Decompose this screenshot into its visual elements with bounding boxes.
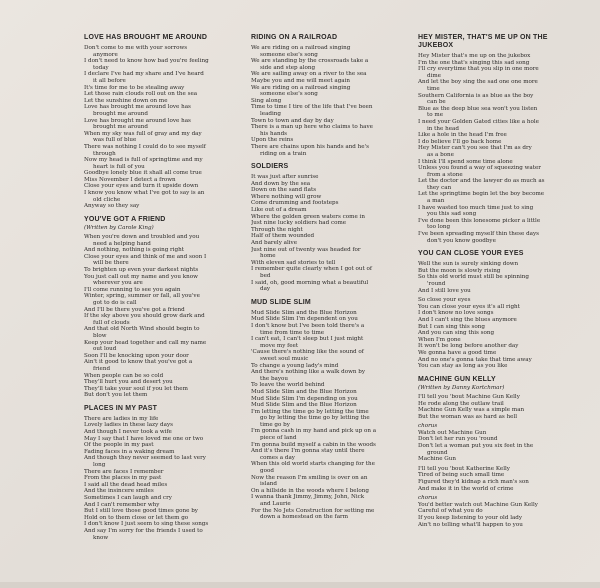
lyric-line: Close your eyes and think of me and soon I — [84, 253, 207, 260]
lyric-line: Figured they'd kidnap a rich man's son — [418, 479, 529, 486]
lyric-line: Through the night — [251, 226, 303, 233]
lyric-line: too long — [427, 224, 451, 231]
lyric-line: May I say that I have loved me one or two — [84, 435, 204, 442]
lyric-line: in the head — [427, 125, 459, 132]
lyric-line: Goodbye lonely blue it shall all come true — [84, 170, 202, 177]
lyric-line: I said all the dead head miles — [84, 481, 168, 488]
lyric-line: Where nothing will grow — [251, 193, 322, 200]
lyric-line: Town to town and day by day — [251, 117, 334, 124]
lyric-line: chorus — [418, 423, 438, 430]
lyric-line: Mud Slide Slim I'm dependent on you — [251, 316, 358, 323]
lyric-line: Ain't no telling what'll happen to you — [418, 521, 523, 528]
lyric-line: And nothing, nothing is going right — [84, 247, 184, 254]
lyric-line: to me — [427, 112, 444, 119]
song-title: MUD SLIDE SLIM — [251, 298, 311, 306]
lyric-line: someone else's song — [260, 51, 318, 58]
lyric-line: Southern California is as blue as the boy — [418, 92, 534, 99]
lyric-line: Don't let a woman put you six feet in the — [418, 443, 534, 450]
lyric-line: Love has brought me around love has — [84, 117, 191, 124]
lyric-line: I can't eat, I can't sleep but I just might — [251, 336, 364, 343]
song-title: HEY MISTER, THAT'S ME UP ON THE JUKEBOX — [418, 34, 548, 49]
lyric-line: Machine Gun Kelly was a simple man — [418, 407, 525, 414]
lyric-line: chorus — [418, 495, 438, 502]
lyric-line: And I'll be there you've got a friend — [84, 306, 185, 313]
lyric-line: don't you know goodbye — [427, 237, 496, 244]
lyric-line: Soon I'll be knocking upon your door — [84, 352, 189, 359]
lyric-line: I don't need to know how bad you're feeling — [84, 58, 209, 65]
song-block — [418, 34, 570, 244]
lyric-line: long — [93, 462, 106, 469]
lyric-line: Hey Mister can't you see that I'm as dry — [418, 145, 532, 152]
lyric-line: Machine Gun — [418, 456, 456, 463]
lyric-line: as a bone — [427, 151, 454, 158]
lyric-line: Lovely ladies in these lazy days — [84, 422, 173, 429]
lyric-line: But I can sing this song — [418, 323, 485, 330]
lyric-line: And though they never seemed to last very — [84, 455, 206, 462]
lyric-line: But don't you let them — [84, 392, 148, 399]
lyric-line: Close your eyes and turn it upside down — [84, 183, 199, 190]
lyric-line: was full of blue — [93, 137, 137, 144]
lyric-line: And no one's gonna take that time away — [418, 356, 532, 363]
lyric-line: heart is full of you — [93, 163, 145, 170]
lyric-line: Ain't it good to know that you've got a — [84, 359, 193, 366]
lyric-line: can be — [427, 99, 446, 106]
song-title: MACHINE GUN KELLY — [418, 375, 496, 383]
lyrics-column-2 — [251, 34, 401, 527]
lyric-line: friend — [93, 365, 111, 372]
song-block — [418, 376, 570, 528]
lyric-line: When this old world starts changing for the — [251, 461, 375, 468]
lyric-line: They'll hurt you and desert you — [84, 379, 173, 386]
lyric-line: wherever you are — [93, 280, 143, 287]
lyric-line: He rode along the outlaw trail — [418, 400, 504, 407]
lyric-line: I've been spreading myself thin these days — [418, 231, 540, 238]
lyric-line: sweet soul music — [260, 355, 309, 362]
lyric-line: Of the people in my past — [84, 442, 154, 449]
lyric-line: It won't be long before another day — [418, 343, 519, 350]
lyric-line: Hey Mister that's me up on the jukebox — [418, 53, 531, 59]
lyric-line: Keep your head together and call my name — [84, 339, 207, 346]
lyric-line: You just call out my name and you know — [84, 273, 198, 280]
lyric-line: bed — [260, 273, 271, 279]
lyric-line: blow — [93, 332, 107, 339]
lyric-line: out loud — [93, 346, 117, 353]
lyric-line: down a homestead on the farm — [260, 514, 349, 521]
lyric-line: it all before — [93, 77, 126, 84]
lyric-line: I don't know no love songs — [418, 310, 494, 317]
lyric-line: I said, oh, good morning what a beautiful — [251, 279, 369, 286]
lyric-line: And the insincere smiles — [84, 488, 154, 495]
lyric-line: Like out of a dream — [251, 207, 307, 214]
lyric-line: You can close your eyes it's all right — [418, 303, 520, 310]
lyric-line: home — [260, 253, 276, 260]
song-credit: (Written by Danny Kortchmar) — [418, 384, 505, 391]
lyric-line: got to do is call — [93, 299, 137, 306]
lyric-line: Upon the reins — [251, 137, 294, 144]
lyric-line: But the woman was as hard as hell — [418, 413, 518, 420]
lyric-line: And I can't remember why — [84, 501, 160, 508]
lyric-line: I know you know what I've got to say is an — [84, 190, 205, 197]
lyric-line: Well the sun is surely sinking down — [418, 261, 519, 268]
lyric-line: It was just after sunrise — [251, 174, 319, 181]
lyric-line: On a hillside in the woods where I belong — [251, 487, 369, 494]
lyric-line: Watch out Machine Gun — [418, 429, 487, 436]
song-block — [251, 34, 401, 157]
lyric-line: the bayou — [260, 375, 288, 382]
song-title: SOLDIERS — [251, 163, 289, 171]
lyric-line: Mud Slide Slim and the Blue Horizon — [251, 309, 357, 316]
lyric-line: And say I'm sorry for the friends I used to — [84, 527, 203, 534]
lyric-line: will be there — [93, 260, 129, 267]
lyric-line: And though I never took a wife — [84, 429, 172, 436]
lyric-line: piece of land — [260, 435, 297, 442]
lyric-line: Let those rain clouds roll out on the sea — [84, 91, 198, 98]
lyric-line: I don't know I just seem to sing these songs — [84, 521, 209, 528]
lyric-line: From the places in my past — [84, 475, 162, 482]
lyric-line: I'll tell you 'bout Katherine Kelly — [418, 465, 510, 472]
lyric-line: leading — [260, 110, 281, 117]
lyric-line: I wanna thank Jimmy, Jimmy, John, Nick — [251, 494, 365, 501]
lyric-line: Like a hole in the head I'm free — [418, 132, 507, 139]
lyric-line: And that old North Wind should begin to — [84, 326, 200, 333]
lyric-line: brought me around — [93, 124, 148, 131]
lyric-line: There was nothing I could do to see myself — [84, 143, 206, 150]
lyric-line: Winter, spring, summer or fall, all you've — [84, 293, 200, 300]
lyric-line: Anyway so they say — [84, 203, 140, 210]
lyric-line: Just nine out of twenty was headed for — [251, 246, 361, 253]
lyrics-column-3 — [418, 34, 570, 534]
lyric-line: Fading faces in a waking dream — [84, 448, 175, 455]
lyric-line: full of clouds — [93, 319, 130, 326]
lyric-line: And there's nothing like a walk down by — [251, 369, 366, 376]
lyric-line: We are riding on a railroad singing — [251, 45, 351, 51]
lyric-line: old cliche — [93, 196, 121, 203]
song-block — [84, 34, 236, 210]
lyric-line: You can stay as long as you like — [418, 363, 508, 370]
lyric-line: But I still love those good times gone by — [84, 508, 198, 515]
lyric-line: dime — [427, 72, 441, 79]
lyric-line: I don't know but I've been told there's a — [251, 322, 365, 329]
lyric-line: And down by the sea — [251, 180, 311, 187]
lyric-line: When my sky was full of gray and my day — [84, 130, 202, 137]
lyric-line: brought me around — [93, 110, 148, 117]
lyric-line: I'm letting the time go by letting the time — [251, 408, 369, 415]
song-credit: (Written by Carole King) — [84, 224, 154, 231]
lyric-line: island — [260, 481, 277, 488]
lyric-line: If you keep listening to your old lady — [418, 515, 523, 522]
lyric-line: I remember quite clearly when I got out of — [251, 266, 372, 273]
lyric-line: go by letting the time go by letting the — [260, 415, 370, 422]
lyric-line: We are standing by the crossroads take a — [251, 58, 369, 65]
lyric-line: Time to time I tire of the life that I've been — [251, 104, 373, 111]
lyric-line: I'll cry everytime that you slip in one more — [418, 66, 539, 73]
lyric-line: anymore — [93, 51, 118, 58]
lyric-line: from a stone — [427, 171, 463, 178]
lyrics-column-1 — [84, 34, 236, 547]
lyric-line: time go by — [260, 421, 290, 428]
lyric-line: need a helping hand — [93, 240, 151, 247]
lyric-line: know — [93, 534, 109, 541]
lyric-line: When people can be so cold — [84, 372, 164, 379]
song-title: YOU CAN CLOSE YOUR EYES — [418, 250, 524, 258]
lyric-line: But the moon is slowly rising — [418, 267, 501, 274]
lyric-line: Hold on to them close or let them go — [84, 514, 189, 521]
lyric-line: It's time for me to be stealing away — [84, 84, 185, 91]
lyric-line: side and step along — [260, 64, 316, 71]
lyric-line: So close your eyes — [418, 297, 471, 304]
lyric-line: move my feet — [260, 342, 299, 349]
song-block — [84, 405, 236, 541]
lyric-line: Miss November I detect a frown — [84, 176, 176, 183]
lyric-line: To leave the world behind — [251, 382, 325, 389]
lyric-line: good — [260, 468, 274, 475]
lyric-line: and Laurie — [260, 501, 291, 507]
lyric-line: I think I'll spend some time alone — [418, 158, 513, 165]
lyric-line: Love has brought me around love has — [84, 104, 191, 111]
lyric-line: I'll tell you 'bout Machine Gun Kelly — [418, 393, 520, 400]
lyric-line: When I'm gone — [418, 336, 461, 343]
lyric-line: And it's there I'm gonna stay until there — [251, 448, 365, 455]
lyric-line: today — [93, 64, 109, 71]
lyric-line: Just nine lucky soldiers had come — [251, 220, 347, 227]
song-block — [251, 163, 401, 293]
lyric-line: They'll take your soul if you let them — [84, 385, 188, 392]
lyric-line: There are chains upon his hands and he's — [251, 143, 369, 150]
lyric-line: I'm gonna build myself a cabin in the woods — [251, 441, 376, 448]
lyric-line: I'm gonna cash in my hand and pick up on a — [251, 428, 377, 435]
lyric-line: And barely alive — [251, 240, 298, 247]
lyric-line: There is a man up here who claims to have — [251, 124, 373, 131]
lyric-line: 'Cause there's nothing like the sound of — [251, 349, 364, 356]
lyric-line: they can — [427, 184, 452, 191]
lyric-line: Where the golden green waters come in — [251, 213, 365, 220]
lyric-line: Come drumming and footsteps — [251, 200, 339, 207]
lyric-line: ground — [427, 449, 448, 456]
lyric-line: There are ladies in my life — [84, 415, 159, 422]
lyric-line: Let the doctor and the lawyer do as much as — [418, 178, 545, 185]
lyric-line: With eleven sad stories to tell — [251, 259, 336, 266]
lyric-line: When you're down and troubled and you — [84, 234, 200, 241]
song-title: PLACES IN MY PAST — [84, 404, 158, 412]
lyric-line: 'round — [427, 281, 446, 287]
lyric-line: For the No Jets Construction for setting me — [251, 507, 375, 514]
lyric-line: you this sad song — [427, 211, 477, 218]
lyric-line: Down on the sand flats — [251, 187, 317, 194]
lyric-line: a man — [427, 198, 445, 205]
lyric-line: Careful of what you do — [418, 508, 483, 515]
song-title: RIDING ON A RAILROAD — [251, 34, 338, 41]
lyric-line: Sing along — [251, 97, 282, 104]
lyric-line: And you can sing this song — [418, 330, 495, 337]
lyric-line: Unless you found a way of squeezing water — [418, 165, 541, 172]
lyric-line: Don't come to me with your sorrows — [84, 45, 188, 51]
song-title: LOVE HAS BROUGHT ME AROUND — [84, 34, 208, 41]
lyric-line: day — [260, 286, 271, 293]
lyric-line: riding on a train — [260, 150, 307, 157]
song-title: YOU'VE GOT A FRIEND — [84, 215, 166, 223]
lyric-line: comes a day — [260, 454, 295, 461]
lyric-line: We are riding on a railroad singing — [251, 84, 351, 91]
lyric-line: time from time to time — [260, 329, 325, 336]
lyric-line: You'd better watch out Machine Gun Kelly — [418, 501, 538, 508]
lyric-line: And I can't sing the blues anymore — [418, 316, 517, 323]
lyric-line: So this old world must still be spinning — [418, 274, 529, 281]
lyric-line: I've done been this lonesome picker a little — [418, 217, 541, 224]
lyric-line: Blue as the deep blue sea won't you listen — [418, 105, 538, 112]
lyric-line: Maybe you and me will meet again — [251, 77, 351, 84]
lyric-line: Tired of being such small time — [418, 472, 505, 479]
lyric-line: I have wasted too much time just to sing — [418, 204, 534, 211]
lyric-line: Don't let her run you 'round — [418, 436, 498, 443]
song-block — [251, 299, 401, 521]
lyric-line: Mud Slide Slim and the Blue Horizon — [251, 402, 357, 409]
lyric-line: Sometimes I can laugh and cry — [84, 495, 172, 502]
sheet-bottom-edge — [0, 582, 600, 588]
song-block — [84, 216, 236, 399]
lyric-line: To brighten up even your darkest nights — [84, 267, 199, 274]
lyric-line: Let the sunshine down on me — [84, 97, 168, 104]
lyric-line: And I still love you — [418, 287, 471, 294]
lyric-line: To change a young lady's mind — [251, 362, 339, 369]
lyric-line: I do believe I'll go back home — [418, 138, 502, 145]
lyric-line: There are faces I remember — [84, 468, 164, 475]
lyric-line: Half of them wounded — [251, 233, 315, 240]
lyric-line: I need your Golden Gated cities like a hole — [418, 118, 539, 125]
lyric-line: through — [93, 150, 116, 157]
lyric-line: Mud Slide Slim I'm depending on you — [251, 395, 358, 402]
lyric-line: Now the reason I'm smiling is over on an — [251, 474, 368, 481]
lyric-line: I declare I've had my share and I've heard — [84, 71, 204, 78]
lyric-line: I'm the one that's singing this sad song — [418, 59, 530, 66]
lyric-line: Let the springtime begin let the boy become — [418, 191, 545, 198]
lyric-line: someone else's song — [260, 91, 318, 98]
lyric-line: time — [427, 85, 440, 92]
lyric-line: And let the boy sing the sad one one more — [418, 79, 538, 86]
lyric-line: Now my head is full of springtime and my — [84, 157, 203, 164]
lyric-line: We are sailing away on a river to the sea — [251, 71, 367, 78]
lyric-line: I'll come running to see you again — [84, 286, 181, 293]
lyric-line: his hands — [260, 130, 288, 137]
lyric-line: Mud Slide Slim and the Blue Horizon — [251, 388, 357, 395]
lyric-line: If the sky above you should grow dark and — [84, 313, 205, 320]
song-block — [418, 250, 570, 370]
lyric-line: And make it in the world of crime — [418, 485, 514, 492]
lyric-line: We gonna have a good time — [418, 349, 497, 356]
